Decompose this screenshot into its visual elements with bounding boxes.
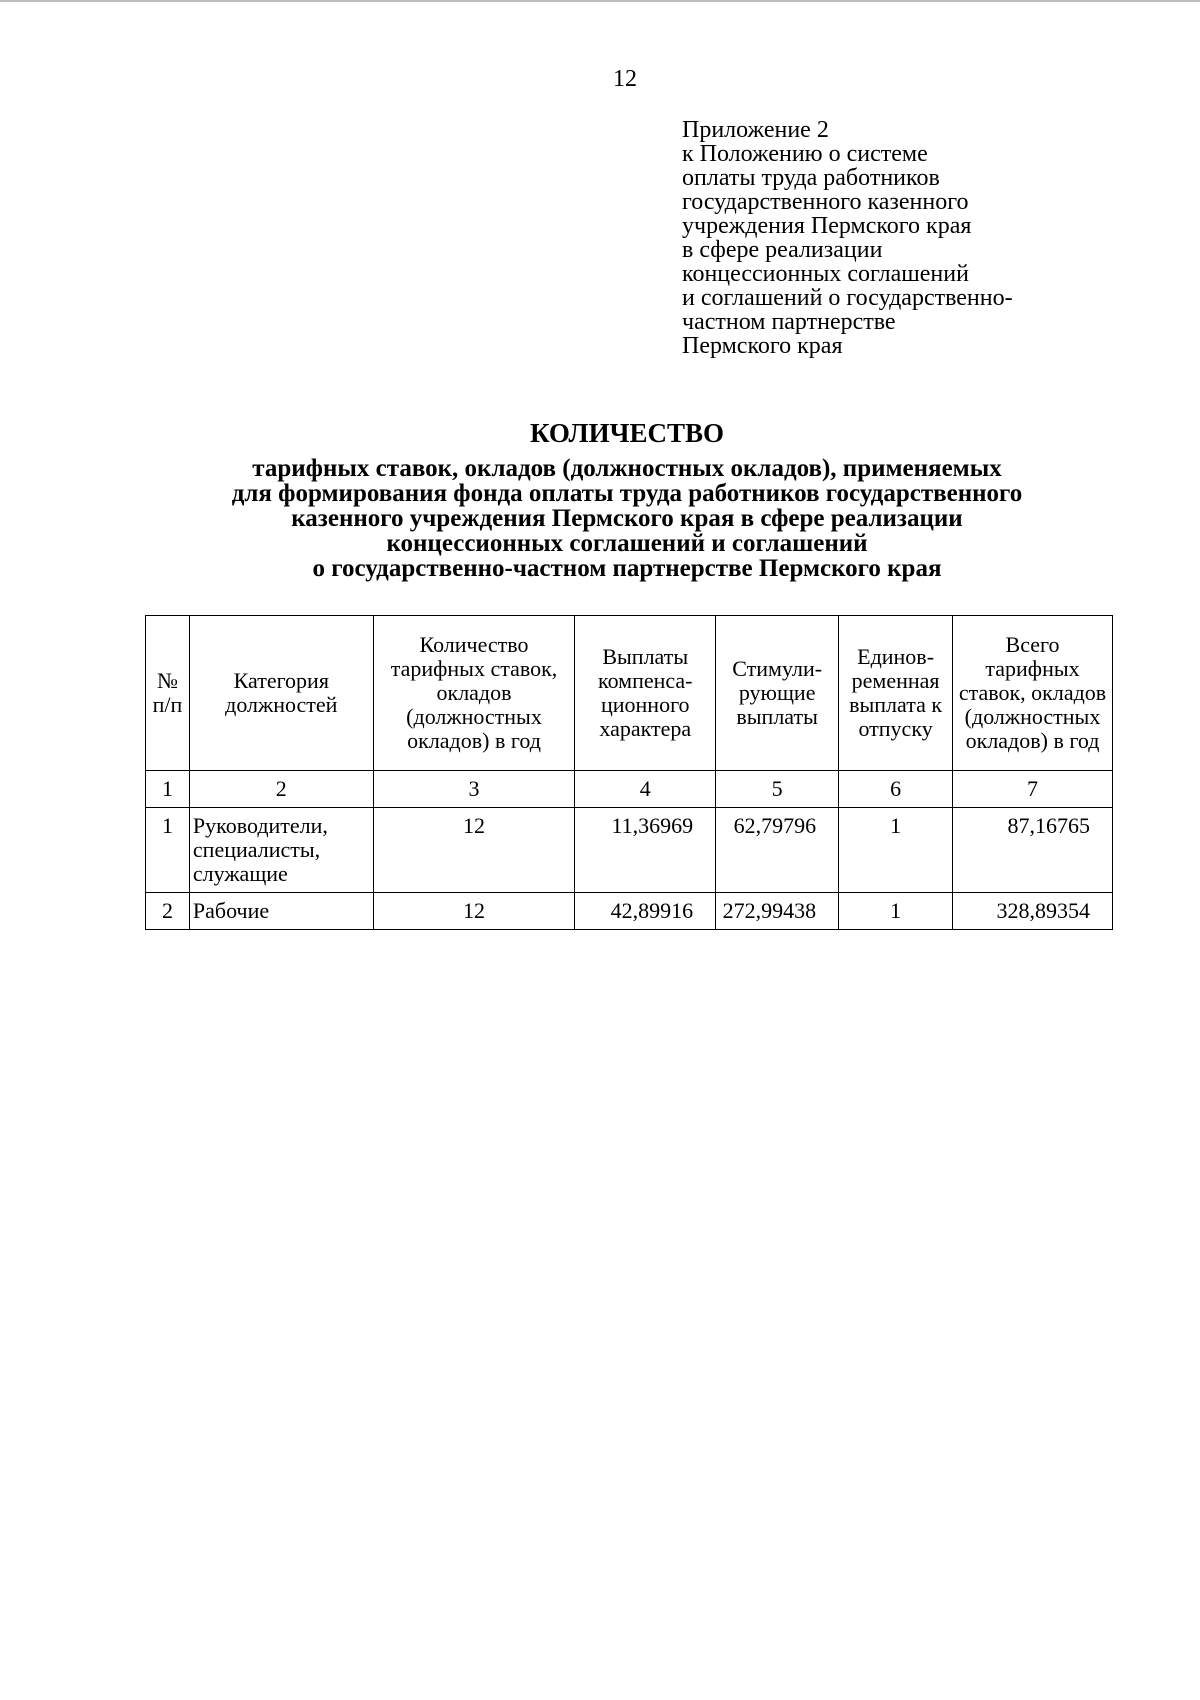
rates-table xyxy=(145,615,1113,930)
column-number-cell: 4 xyxy=(575,771,716,808)
header-cell-category: Категория должностей xyxy=(189,616,373,771)
header-cell-vacation: Единов-ременная выплата к отпуску xyxy=(839,616,953,771)
appendix-line: частном партнерстве xyxy=(682,309,896,335)
column-number-cell: 6 xyxy=(839,771,953,808)
document-subtitle xyxy=(0,456,1200,581)
rates-cell: 12 xyxy=(373,893,575,930)
appendix-line: концессионных соглашений xyxy=(682,261,969,287)
subtitle-line: о государственно-частном партнерстве Пермского края xyxy=(312,555,942,582)
column-number-cell: 1 xyxy=(146,771,190,808)
header-cell-compensation: Выплаты компенса-ционного характера xyxy=(575,616,716,771)
compensation-cell: 42,89916 xyxy=(575,893,716,930)
subtitle-line: тарифных ставок, окладов (должностных окладов), применяемых xyxy=(252,455,1002,482)
incentive-cell: 62,79796 xyxy=(716,808,839,893)
header-cell-number: № п/п xyxy=(146,616,190,771)
column-number-cell: 3 xyxy=(373,771,575,808)
column-number-cell: 2 xyxy=(189,771,373,808)
column-number-cell: 7 xyxy=(953,771,1113,808)
vacation-cell: 1 xyxy=(839,893,953,930)
document-title: КОЛИЧЕСТВО xyxy=(529,418,725,448)
column-number-row xyxy=(146,771,1113,808)
appendix-line: государственного казенного xyxy=(682,189,969,215)
table-row xyxy=(146,893,1113,930)
subtitle-line: для формирования фонда оплаты труда работников государственного xyxy=(231,480,1023,507)
scan-edge xyxy=(0,0,1200,2)
row-number-cell: 1 xyxy=(146,808,190,893)
appendix-line: в сфере реализации xyxy=(682,237,883,263)
header-cell-rates: Количество тарифных ставок, окладов (должностных окладов) в год xyxy=(373,616,575,771)
row-number-cell: 2 xyxy=(146,893,190,930)
subtitle-line: концессионных соглашений и соглашений xyxy=(386,530,868,557)
table-row xyxy=(146,808,1113,893)
subtitle-line: казенного учреждения Пермского края в сфере реализации xyxy=(291,505,963,532)
appendix-block xyxy=(682,118,1122,358)
appendix-line: к Положению о системе xyxy=(682,141,928,167)
rates-cell: 12 xyxy=(373,808,575,893)
header-cell-total: Всего тарифных ставок, окладов (должностных окладов) в год xyxy=(953,616,1113,771)
total-cell: 328,89354 xyxy=(953,893,1113,930)
table-header-row xyxy=(146,616,1113,771)
appendix-line: оплаты труда работников xyxy=(682,165,940,191)
compensation-cell: 11,36969 xyxy=(575,808,716,893)
header-cell-incentive: Стимули-рующие выплаты xyxy=(716,616,839,771)
total-cell: 87,16765 xyxy=(953,808,1113,893)
vacation-cell: 1 xyxy=(839,808,953,893)
appendix-line: Приложение 2 xyxy=(682,117,829,143)
page-number: 12 xyxy=(613,66,637,92)
appendix-line: учреждения Пермского края xyxy=(682,213,972,239)
category-cell: Руководители, специалисты, служащие xyxy=(189,808,373,893)
appendix-line: Пермского края xyxy=(682,333,843,359)
appendix-line: и соглашений о государственно- xyxy=(682,285,1013,311)
category-cell: Рабочие xyxy=(189,893,373,930)
column-number-cell: 5 xyxy=(716,771,839,808)
incentive-cell: 272,99438 xyxy=(716,893,839,930)
